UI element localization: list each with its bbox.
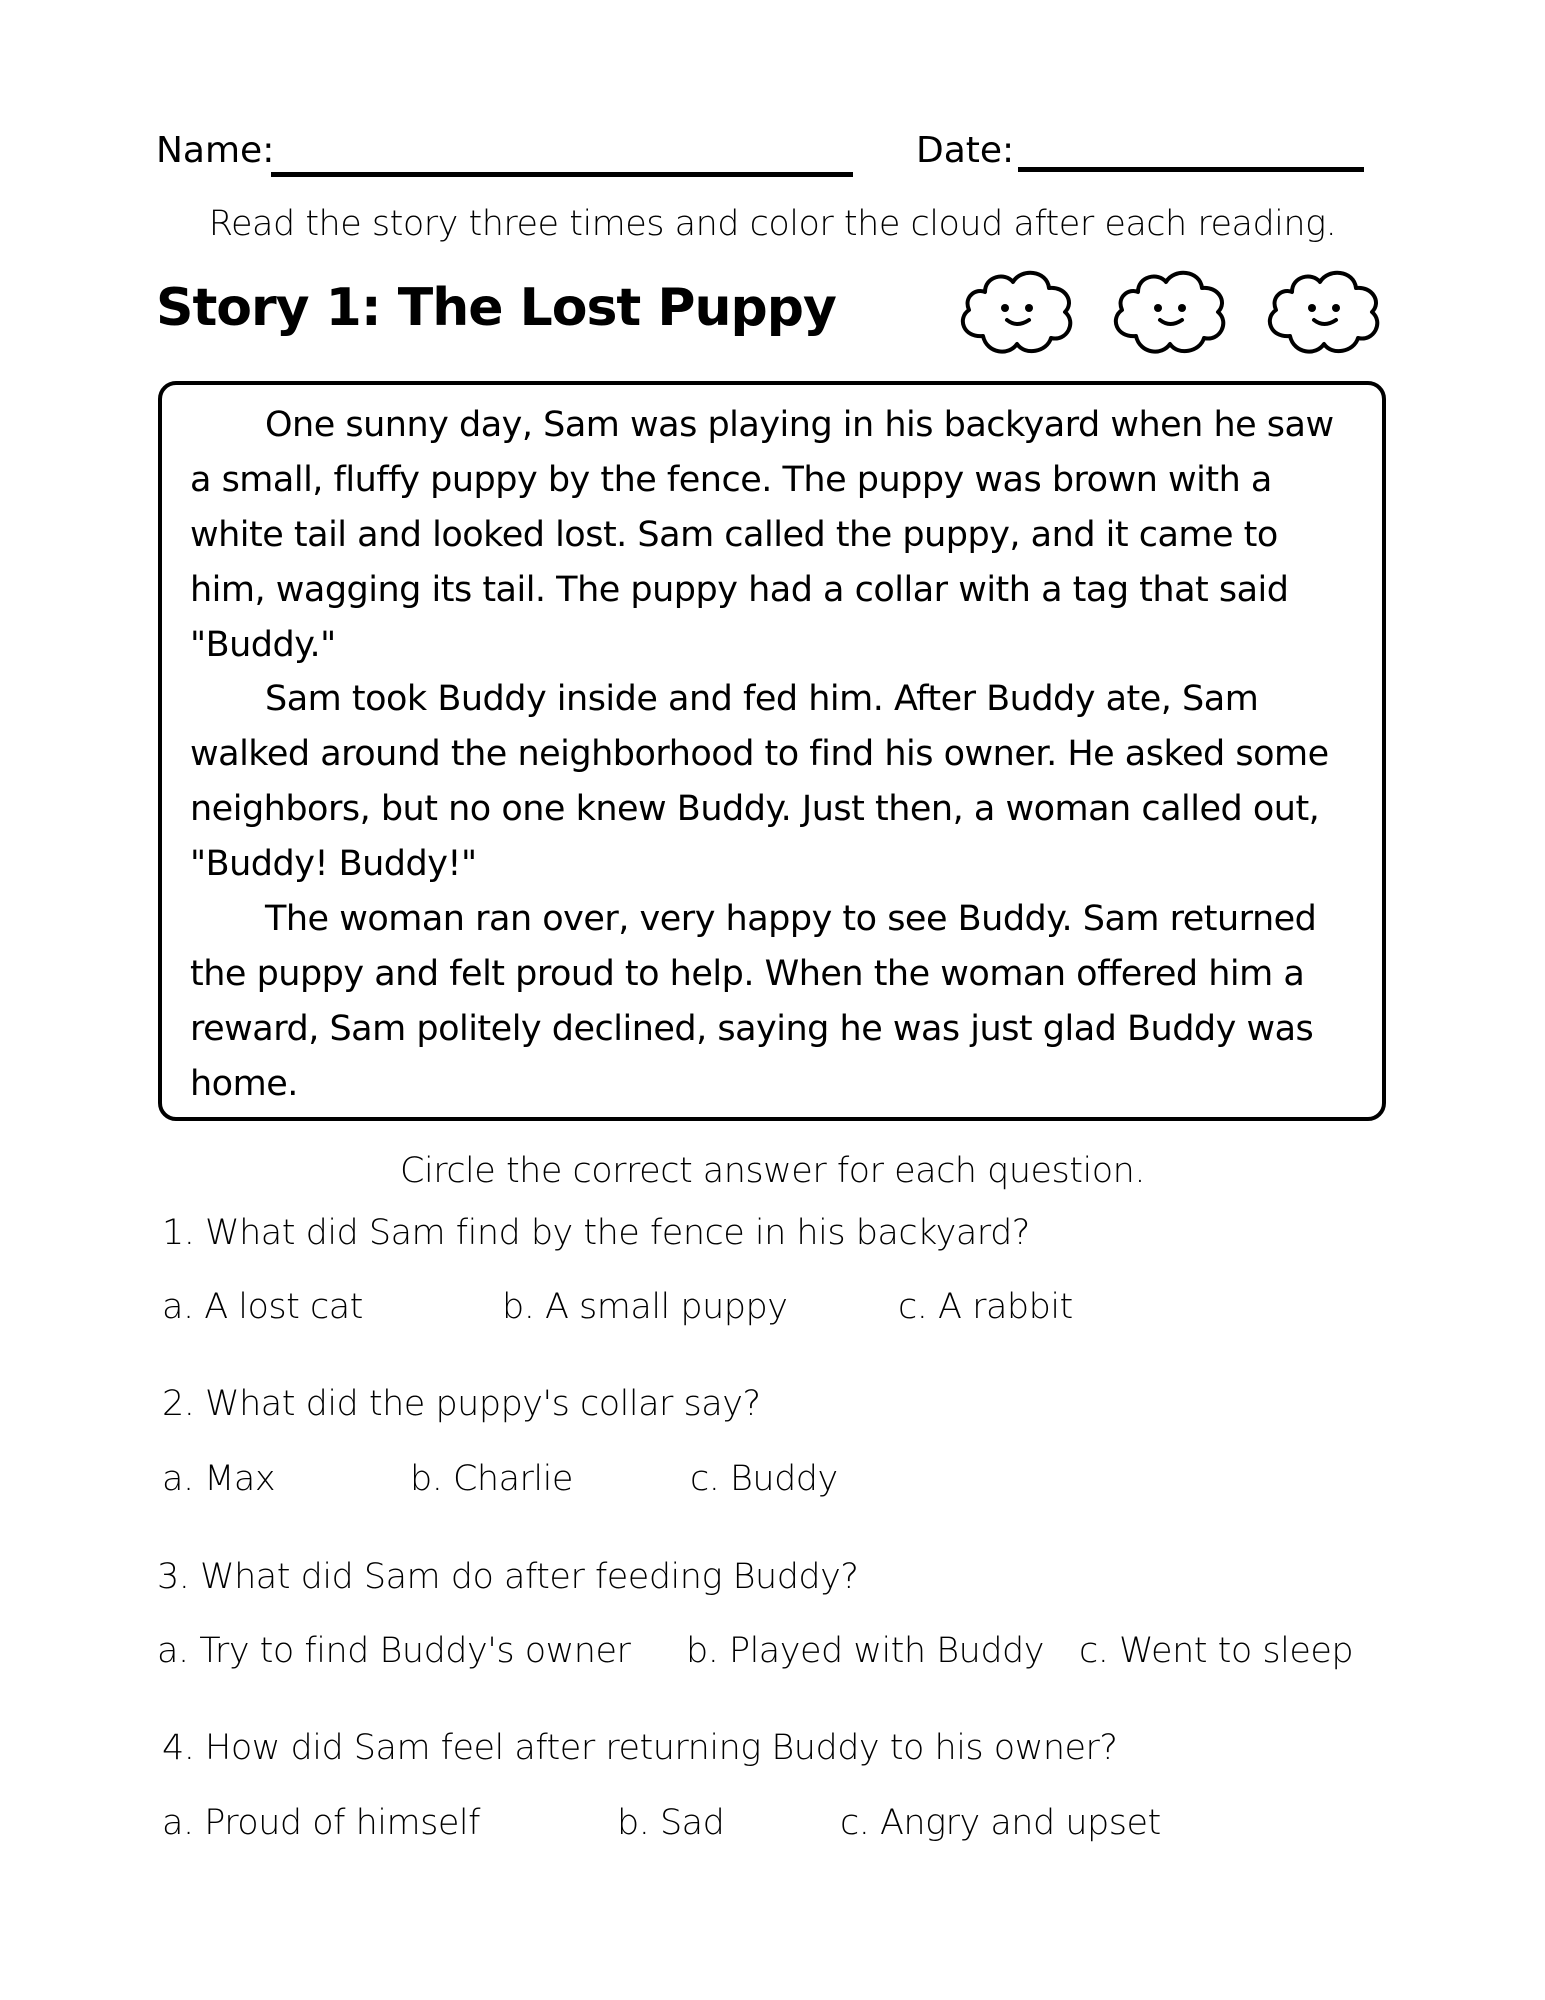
story-line: white tail and looked lost. Sam called the puppy, and it came to xyxy=(190,515,1278,555)
story-title: Story 1: The Lost Puppy xyxy=(156,278,836,338)
name-field-line[interactable] xyxy=(271,172,853,177)
smiling-cloud-icon[interactable] xyxy=(955,266,1079,356)
story-line: a small, fluffy puppy by the fence. The puppy was brown with a xyxy=(190,460,1272,500)
answer-option[interactable]: a. Max xyxy=(162,1459,276,1499)
question-4: 4. How did Sam feel after returning Buddy to his owner? xyxy=(162,1728,1118,1768)
answer-option[interactable]: a. Proud of himself xyxy=(162,1803,480,1843)
date-label: Date: xyxy=(916,130,1015,171)
date-field-line[interactable] xyxy=(1018,167,1364,172)
story-line: neighbors, but no one knew Buddy. Just then, a woman called out, xyxy=(190,789,1320,829)
story-line: the puppy and felt proud to help. When the woman offered him a xyxy=(190,954,1305,994)
question-3: 3. What did Sam do after feeding Buddy? xyxy=(157,1557,859,1597)
question-2: 2. What did the puppy's collar say? xyxy=(162,1384,761,1424)
story-line: walked around the neighborhood to find his owner. He asked some xyxy=(190,734,1329,774)
story-line: him, wagging its tail. The puppy had a collar with a tag that said xyxy=(190,570,1289,610)
answer-option[interactable]: a. A lost cat xyxy=(162,1287,363,1327)
story-line: The woman ran over, very happy to see Buddy. Sam returned xyxy=(265,899,1317,939)
answer-option[interactable]: b. A small puppy xyxy=(502,1287,788,1327)
story-line: "Buddy! Buddy!" xyxy=(190,844,477,884)
name-label: Name: xyxy=(156,130,275,171)
question-1: 1. What did Sam find by the fence in his backyard? xyxy=(162,1213,1030,1253)
answer-option[interactable]: b. Played with Buddy xyxy=(686,1631,1044,1671)
questions-instruction: Circle the correct answer for each question. xyxy=(400,1151,1145,1191)
answer-option[interactable]: a. Try to find Buddy's owner xyxy=(157,1631,631,1671)
answer-option[interactable]: b. Sad xyxy=(617,1803,725,1843)
answer-option[interactable]: c. Buddy xyxy=(690,1459,838,1499)
story-line: reward, Sam politely declined, saying he was just glad Buddy was xyxy=(190,1009,1314,1049)
story-line: Sam took Buddy inside and fed him. After Buddy ate, Sam xyxy=(265,679,1259,719)
reading-instruction: Read the story three times and color the cloud after each reading. xyxy=(208,204,1337,244)
answer-option[interactable]: c. Angry and upset xyxy=(840,1803,1161,1843)
story-line: home. xyxy=(190,1064,298,1104)
smiling-cloud-icon[interactable] xyxy=(1262,266,1386,356)
story-box xyxy=(158,381,1386,1121)
story-line: One sunny day, Sam was playing in his backyard when he saw xyxy=(265,405,1334,445)
smiling-cloud-icon[interactable] xyxy=(1108,266,1232,356)
answer-option[interactable]: c. Went to sleep xyxy=(1079,1631,1354,1671)
story-line: "Buddy." xyxy=(190,625,336,665)
answer-option[interactable]: c. A rabbit xyxy=(898,1287,1073,1327)
answer-option[interactable]: b. Charlie xyxy=(410,1459,573,1499)
